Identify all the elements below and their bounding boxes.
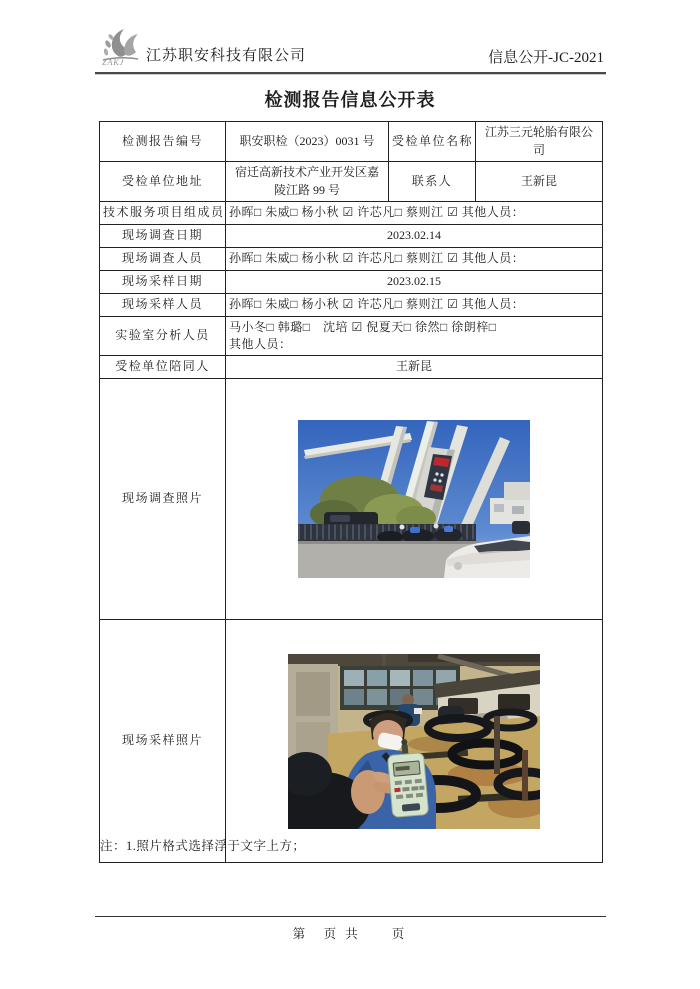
company-name: 江苏职安科技有限公司 (146, 48, 307, 64)
team-checkbox-row: 孙晖□ 朱威□ 杨小秋 ☑ 许芯凡□ 蔡则江 ☑ 其他人员： (226, 202, 603, 225)
org-name-value: 江苏三元轮胎有限公司 (476, 122, 603, 162)
report-no-label: 检测报告编号 (100, 122, 226, 162)
table-row (100, 122, 603, 162)
table-row (100, 356, 603, 379)
survey-photo-label: 现场调查照片 (100, 379, 226, 620)
lab-staff-label: 实验室分析人员 (100, 317, 226, 356)
sampling-staff-checkbox-row: 孙晖□ 朱威□ 杨小秋 ☑ 许芯凡□ 蔡则江 ☑ 其他人员： (226, 294, 603, 317)
table-row (100, 317, 603, 356)
disclosure-form-table (99, 121, 603, 863)
survey-photo (298, 420, 530, 578)
page-number-text: 第 页 共 页 (292, 927, 408, 941)
sampling-date-value: 2023.02.15 (226, 271, 603, 294)
table-row (100, 294, 603, 317)
sampling-staff-label: 现场采样人员 (100, 294, 226, 317)
survey-staff-label: 现场调查人员 (100, 248, 226, 271)
table-row (100, 248, 603, 271)
header-divider (95, 72, 606, 75)
table-row (100, 379, 603, 620)
survey-date-label: 现场调查日期 (100, 225, 226, 248)
team-label: 技术服务项目组成员 (100, 202, 226, 225)
table-row (100, 202, 603, 225)
escort-label: 受检单位陪同人 (100, 356, 226, 379)
document-code: 信息公开-JC-2021 (488, 50, 604, 66)
sampling-date-label: 现场采样日期 (100, 271, 226, 294)
lab-staff-checkbox-row: 马小冬□ 韩璐□ 沈培 ☑ 倪夏天□ 徐然□ 徐朗梓□ (229, 319, 497, 334)
org-name-label: 受检单位名称 (389, 122, 476, 162)
table-row (100, 271, 603, 294)
contact-label: 联系人 (389, 162, 476, 202)
footnote: 注：1.照片格式选择浮于文字上方； (100, 839, 306, 853)
sampling-photo-label: 现场采样照片 (100, 620, 226, 863)
escort-value: 王新昆 (226, 356, 603, 379)
contact-value: 王新昆 (476, 162, 603, 202)
org-address-value: 宿迁高新技术产业开发区嘉陵江路 99 号 (226, 162, 389, 202)
page-title: 检测报告信息公开表 (264, 90, 436, 110)
sampling-photo (288, 654, 540, 829)
footer-divider (95, 916, 606, 917)
lab-staff-cell (226, 317, 603, 356)
table-row (100, 225, 603, 248)
table-row (100, 162, 603, 202)
report-no-value: 职安职检（2023）0031 号 (226, 122, 389, 162)
logo-caption: ZAKJ (102, 58, 125, 67)
lab-staff-others: 其他人员： (229, 337, 292, 351)
table-row (100, 620, 603, 863)
survey-date-value: 2023.02.14 (226, 225, 603, 248)
sampling-photo-cell (226, 620, 603, 863)
survey-staff-checkbox-row: 孙晖□ 朱威□ 杨小秋 ☑ 许芯凡□ 蔡则江 ☑ 其他人员： (226, 248, 603, 271)
survey-photo-cell (226, 379, 603, 620)
org-address-label: 受检单位地址 (100, 162, 226, 202)
